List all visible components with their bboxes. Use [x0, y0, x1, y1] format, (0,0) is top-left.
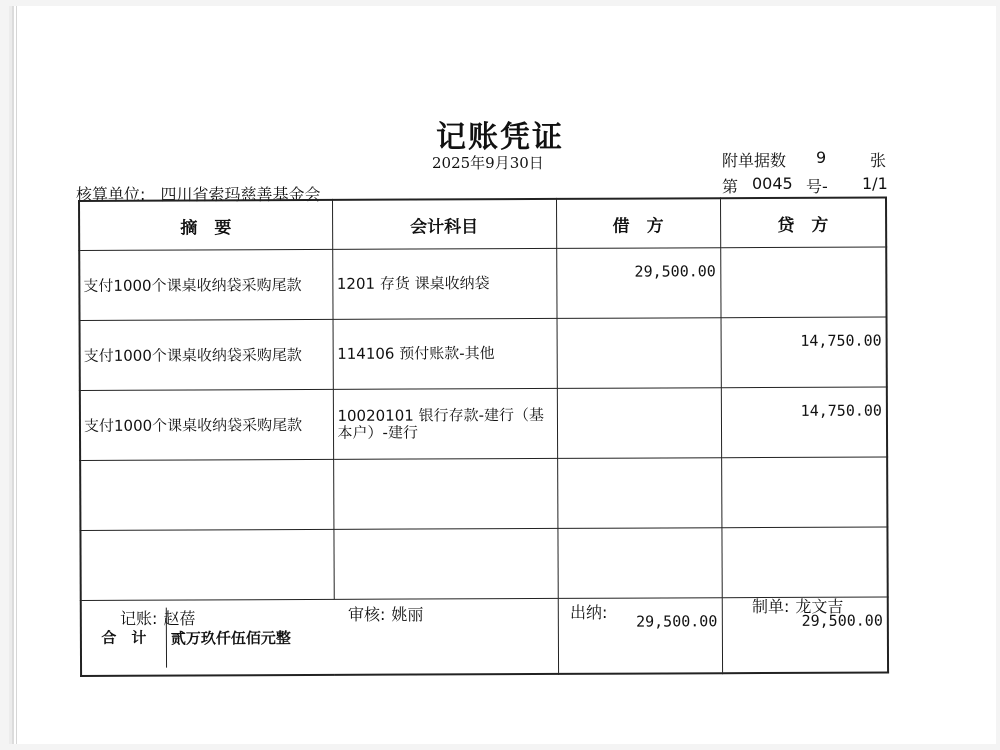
header-debit: 借 方: [556, 198, 720, 248]
header-credit: 贷 方: [720, 197, 886, 247]
bookkeeper-name: 赵蓓: [163, 609, 196, 628]
bookkeeper-signature: [120, 606, 195, 629]
attachments-count: 9: [816, 148, 827, 167]
voucher-date: 2025年9月30日: [432, 154, 544, 172]
row-summary: 支付1000个课桌收纳袋采购尾款: [80, 319, 333, 390]
voucher-number-suffix: 号-: [806, 177, 828, 196]
accounting-unit-name: 四川省索玛慈善基金会: [160, 185, 321, 204]
row-account: 114106 预付账款-其他: [333, 318, 557, 389]
table-header-row: [79, 197, 886, 250]
row-account: [333, 528, 557, 599]
row-account: [333, 458, 557, 529]
row-summary: [80, 459, 333, 530]
accounting-unit-label: 核算单位:: [76, 185, 146, 204]
voucher-number-prefix: 第: [722, 177, 739, 196]
row-summary: [80, 529, 333, 600]
bookkeeper-label: 记账:: [120, 609, 158, 628]
table-row: [80, 527, 887, 601]
table-row: [79, 247, 886, 321]
auditor-label: 审核:: [348, 605, 386, 624]
attachments-label: 附单据数: [722, 151, 787, 170]
total-credit: 29,500.00: [722, 597, 888, 673]
row-debit: 29,500.00: [556, 248, 720, 319]
maker-name: 龙文吉: [795, 597, 844, 616]
auditor-signature: [348, 602, 423, 625]
row-debit: [557, 388, 721, 459]
table-row: [80, 457, 887, 531]
row-debit: [557, 318, 721, 389]
row-account: 1201 存货 课桌收纳袋: [332, 248, 556, 319]
row-credit: 14,750.00: [721, 387, 887, 458]
total-debit: 29,500.00: [558, 598, 722, 674]
row-account: 10020101 银行存款-建行（基本户）-建行: [333, 388, 557, 459]
voucher-title: 记账凭证: [436, 120, 564, 155]
table-row: [80, 317, 887, 391]
auditor-name: 姚丽: [391, 605, 424, 624]
row-credit: [720, 247, 886, 318]
row-credit: [721, 457, 887, 528]
table-row: [80, 387, 887, 461]
row-summary: 支付1000个课桌收纳袋采购尾款: [79, 249, 332, 320]
row-credit: 14,750.00: [721, 317, 887, 388]
total-label: 合 计: [82, 608, 167, 668]
total-amount-in-words: 贰万玖仟伍佰元整: [170, 628, 291, 648]
voucher-page: 1/1: [862, 174, 888, 193]
maker-signature: [752, 594, 843, 617]
header-account: 会计科目: [332, 199, 556, 249]
maker-label: 制单:: [752, 597, 790, 616]
row-debit: [557, 458, 721, 529]
cashier-label: 出纳:: [570, 603, 608, 622]
cashier-signature: [570, 600, 613, 623]
attachments-unit: 张: [870, 151, 887, 170]
row-summary: 支付1000个课桌收纳袋采购尾款: [80, 389, 333, 460]
voucher-number: 0045: [752, 174, 793, 193]
row-credit: [721, 527, 887, 598]
row-debit: [557, 528, 721, 599]
header-summary: 摘 要: [79, 200, 332, 251]
